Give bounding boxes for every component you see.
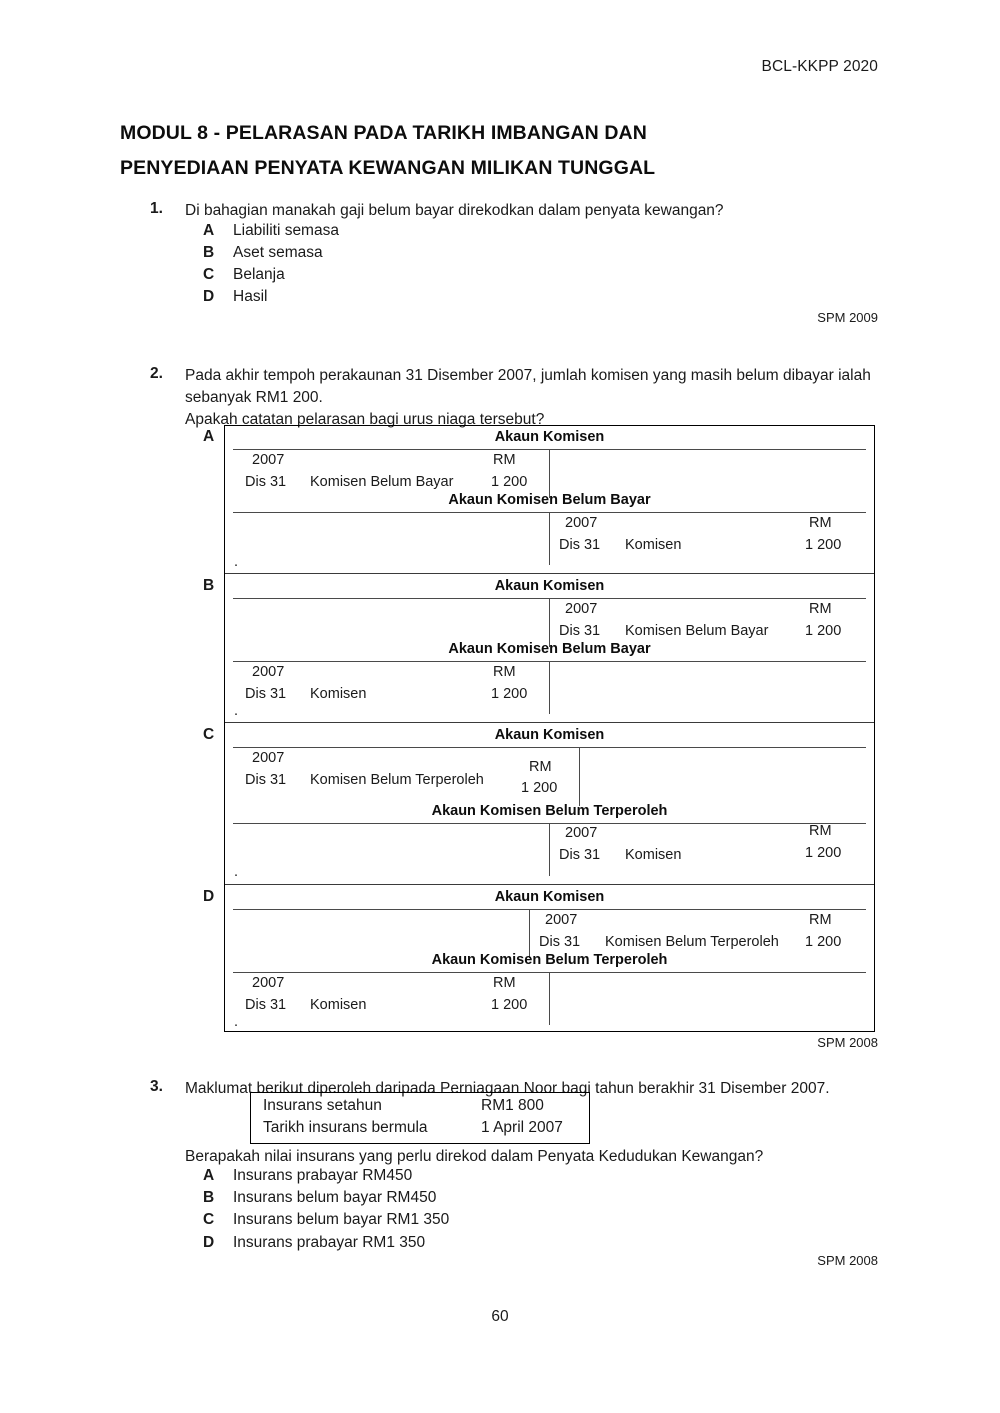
q2c-account-2-particular: Komisen bbox=[625, 847, 682, 863]
q3-source: SPM 2008 bbox=[817, 1253, 878, 1268]
q2a-account-2-date: Dis 31 bbox=[559, 537, 601, 553]
q2c-account-1-title: Akaun Komisen bbox=[494, 727, 605, 743]
q3-row-2-value: 1 April 2007 bbox=[481, 1119, 563, 1136]
q2c-account-1-amount: 1 200 bbox=[521, 780, 558, 796]
q2b-account-1-particular: Komisen Belum Bayar bbox=[625, 623, 769, 639]
question-2-number: 2. bbox=[150, 365, 163, 382]
q2b-account-1-divider bbox=[549, 599, 550, 647]
q2a-account-1-currency: RM bbox=[493, 452, 516, 468]
q2d-account-2-particular: Komisen bbox=[310, 997, 367, 1013]
q2c-account-1-particular: Komisen Belum Terperoleh bbox=[310, 772, 484, 788]
question-3-question-line: Berapakah nilai insurans yang perlu direkod dalam Penyata Kedudukan Kewangan? bbox=[185, 1148, 764, 1165]
q2c-account-1-year: 2007 bbox=[252, 750, 285, 766]
q3-option-c-text[interactable]: Insurans belum bayar RM1 350 bbox=[233, 1211, 450, 1228]
q2a-trailing-dot: . bbox=[234, 554, 239, 570]
q2a-account-1-divider bbox=[549, 450, 550, 498]
question-3-number: 3. bbox=[150, 1078, 163, 1095]
q2a-account-2-amount: 1 200 bbox=[805, 537, 842, 553]
q2-source: SPM 2008 bbox=[817, 1035, 878, 1050]
running-head: BCL-KKPP 2020 bbox=[761, 58, 878, 75]
q2c-account-2-currency: RM bbox=[809, 823, 832, 839]
question-1-number: 1. bbox=[150, 200, 163, 217]
question-3-stem: Maklumat berikut diperoleh daripada Perniagaan Noor bagi tahun berakhir 31 Disember 2007. bbox=[185, 1080, 830, 1097]
q2b-trailing-dot: . bbox=[234, 703, 239, 719]
q2c-account-1-date: Dis 31 bbox=[245, 772, 287, 788]
q3-option-d-letter: D bbox=[203, 1234, 215, 1251]
page-title-line-1: MODUL 8 - PELARASAN PADA TARIKH IMBANGAN DAN bbox=[120, 122, 647, 144]
q2b-account-1-date: Dis 31 bbox=[559, 623, 601, 639]
q2-option-d-letter: D bbox=[203, 888, 215, 905]
q2-option-c-letter: C bbox=[203, 726, 215, 743]
question-2-stem-line-2: sebanyak RM1 200. bbox=[185, 389, 323, 406]
q2c-account-2-divider bbox=[549, 824, 550, 876]
q1-option-d-text[interactable]: Hasil bbox=[233, 288, 268, 305]
q2a-account-2-title: Akaun Komisen Belum Bayar bbox=[448, 492, 651, 508]
q2b-account-1-currency: RM bbox=[809, 601, 832, 617]
question-2-stem-line-1: Pada akhir tempoh perakaunan 31 Disember 2007, jumlah komisen yang masih belum dibayar ialah bbox=[185, 367, 871, 384]
q2d-account-2-amount: 1 200 bbox=[491, 997, 528, 1013]
q2c-account-1-rule bbox=[233, 747, 866, 748]
q2b-account-2-title: Akaun Komisen Belum Bayar bbox=[448, 641, 651, 657]
q3-option-d-text[interactable]: Insurans prabayar RM1 350 bbox=[233, 1234, 426, 1251]
question-2-stem-line-3: Apakah catatan pelarasan bagi urus niaga tersebut? bbox=[185, 411, 545, 428]
q2a-account-2-particular: Komisen bbox=[625, 537, 682, 553]
q2c-account-2-year: 2007 bbox=[565, 825, 598, 841]
q1-option-c-letter: C bbox=[203, 266, 215, 283]
q1-option-a-letter: A bbox=[203, 222, 215, 239]
q2d-account-1-title: Akaun Komisen bbox=[494, 889, 605, 905]
q2a-account-2-currency: RM bbox=[809, 515, 832, 531]
q2c-account-2-date: Dis 31 bbox=[559, 847, 601, 863]
q2d-account-2-title: Akaun Komisen Belum Terperoleh bbox=[431, 952, 668, 968]
q3-row-1-label: Insurans setahun bbox=[263, 1097, 382, 1114]
q3-option-b-letter: B bbox=[203, 1189, 215, 1206]
q2d-account-2-date: Dis 31 bbox=[245, 997, 287, 1013]
q2-options-table bbox=[224, 425, 875, 1032]
q2b-account-1-year: 2007 bbox=[565, 601, 598, 617]
q2b-account-2-amount: 1 200 bbox=[491, 686, 528, 702]
q2d-account-2-year: 2007 bbox=[252, 975, 285, 991]
page-title bbox=[120, 116, 900, 186]
q1-option-b-text[interactable]: Aset semasa bbox=[233, 244, 323, 261]
q2b-account-2-date: Dis 31 bbox=[245, 686, 287, 702]
q2c-account-1-currency: RM bbox=[529, 759, 552, 775]
q2d-account-1-rule bbox=[233, 909, 866, 910]
q2a-account-2-year: 2007 bbox=[565, 515, 598, 531]
q2a-account-1-date: Dis 31 bbox=[245, 474, 287, 490]
q2d-account-1-amount: 1 200 bbox=[805, 934, 842, 950]
q3-option-c-letter: C bbox=[203, 1211, 215, 1228]
q2-option-b-letter: B bbox=[203, 577, 215, 594]
q2-option-a[interactable] bbox=[225, 426, 874, 573]
q2d-trailing-dot: . bbox=[234, 1014, 239, 1030]
q2b-account-2-year: 2007 bbox=[252, 664, 285, 680]
q2b-account-2-currency: RM bbox=[493, 664, 516, 680]
page-number: 60 bbox=[491, 1308, 509, 1325]
q3-option-b-text[interactable]: Insurans belum bayar RM450 bbox=[233, 1189, 437, 1206]
q2-option-d[interactable] bbox=[225, 884, 874, 1033]
q2b-account-2-divider bbox=[549, 662, 550, 714]
q3-row-1-value: RM1 800 bbox=[481, 1097, 544, 1114]
q1-option-b-letter: B bbox=[203, 244, 215, 261]
q2a-account-2-divider bbox=[549, 513, 550, 565]
q2d-account-2-currency: RM bbox=[493, 975, 516, 991]
q2-option-c[interactable] bbox=[225, 722, 874, 884]
q2c-account-2-amount: 1 200 bbox=[805, 845, 842, 861]
question-1-stem: Di bahagian manakah gaji belum bayar direkodkan dalam penyata kewangan? bbox=[185, 202, 724, 219]
q2c-trailing-dot: . bbox=[234, 864, 239, 880]
q3-option-a-text[interactable]: Insurans prabayar RM450 bbox=[233, 1167, 413, 1184]
q2a-account-1-title: Akaun Komisen bbox=[494, 429, 605, 445]
q2d-account-1-date: Dis 31 bbox=[539, 934, 581, 950]
page-title-line-2: PENYEDIAAN PENYATA KEWANGAN MILIKAN TUNGGAL bbox=[120, 157, 656, 179]
q2b-account-1-title: Akaun Komisen bbox=[494, 578, 605, 594]
q2d-account-1-particular: Komisen Belum Terperoleh bbox=[605, 934, 779, 950]
q2d-account-2-divider bbox=[549, 973, 550, 1025]
q2-option-b[interactable] bbox=[225, 573, 874, 722]
q2a-account-1-particular: Komisen Belum Bayar bbox=[310, 474, 454, 490]
q1-source: SPM 2009 bbox=[817, 310, 878, 325]
q2-option-a-letter: A bbox=[203, 428, 215, 445]
q2b-account-2-particular: Komisen bbox=[310, 686, 367, 702]
q2d-account-1-divider bbox=[529, 910, 530, 958]
q2a-account-1-amount: 1 200 bbox=[491, 474, 528, 490]
q3-row-2-label: Tarikh insurans bermula bbox=[263, 1119, 428, 1136]
q3-info-table bbox=[250, 1092, 590, 1144]
q2a-account-1-year: 2007 bbox=[252, 452, 285, 468]
q1-option-d-letter: D bbox=[203, 288, 215, 305]
q2d-account-1-currency: RM bbox=[809, 912, 832, 928]
q3-option-a-letter: A bbox=[203, 1167, 215, 1184]
q2c-account-2-title: Akaun Komisen Belum Terperoleh bbox=[431, 803, 668, 819]
q2b-account-1-amount: 1 200 bbox=[805, 623, 842, 639]
q1-option-a-text[interactable]: Liabiliti semasa bbox=[233, 222, 339, 239]
q2d-account-1-year: 2007 bbox=[545, 912, 578, 928]
q2c-account-1-divider bbox=[579, 748, 580, 806]
q1-option-c-text[interactable]: Belanja bbox=[233, 266, 285, 283]
